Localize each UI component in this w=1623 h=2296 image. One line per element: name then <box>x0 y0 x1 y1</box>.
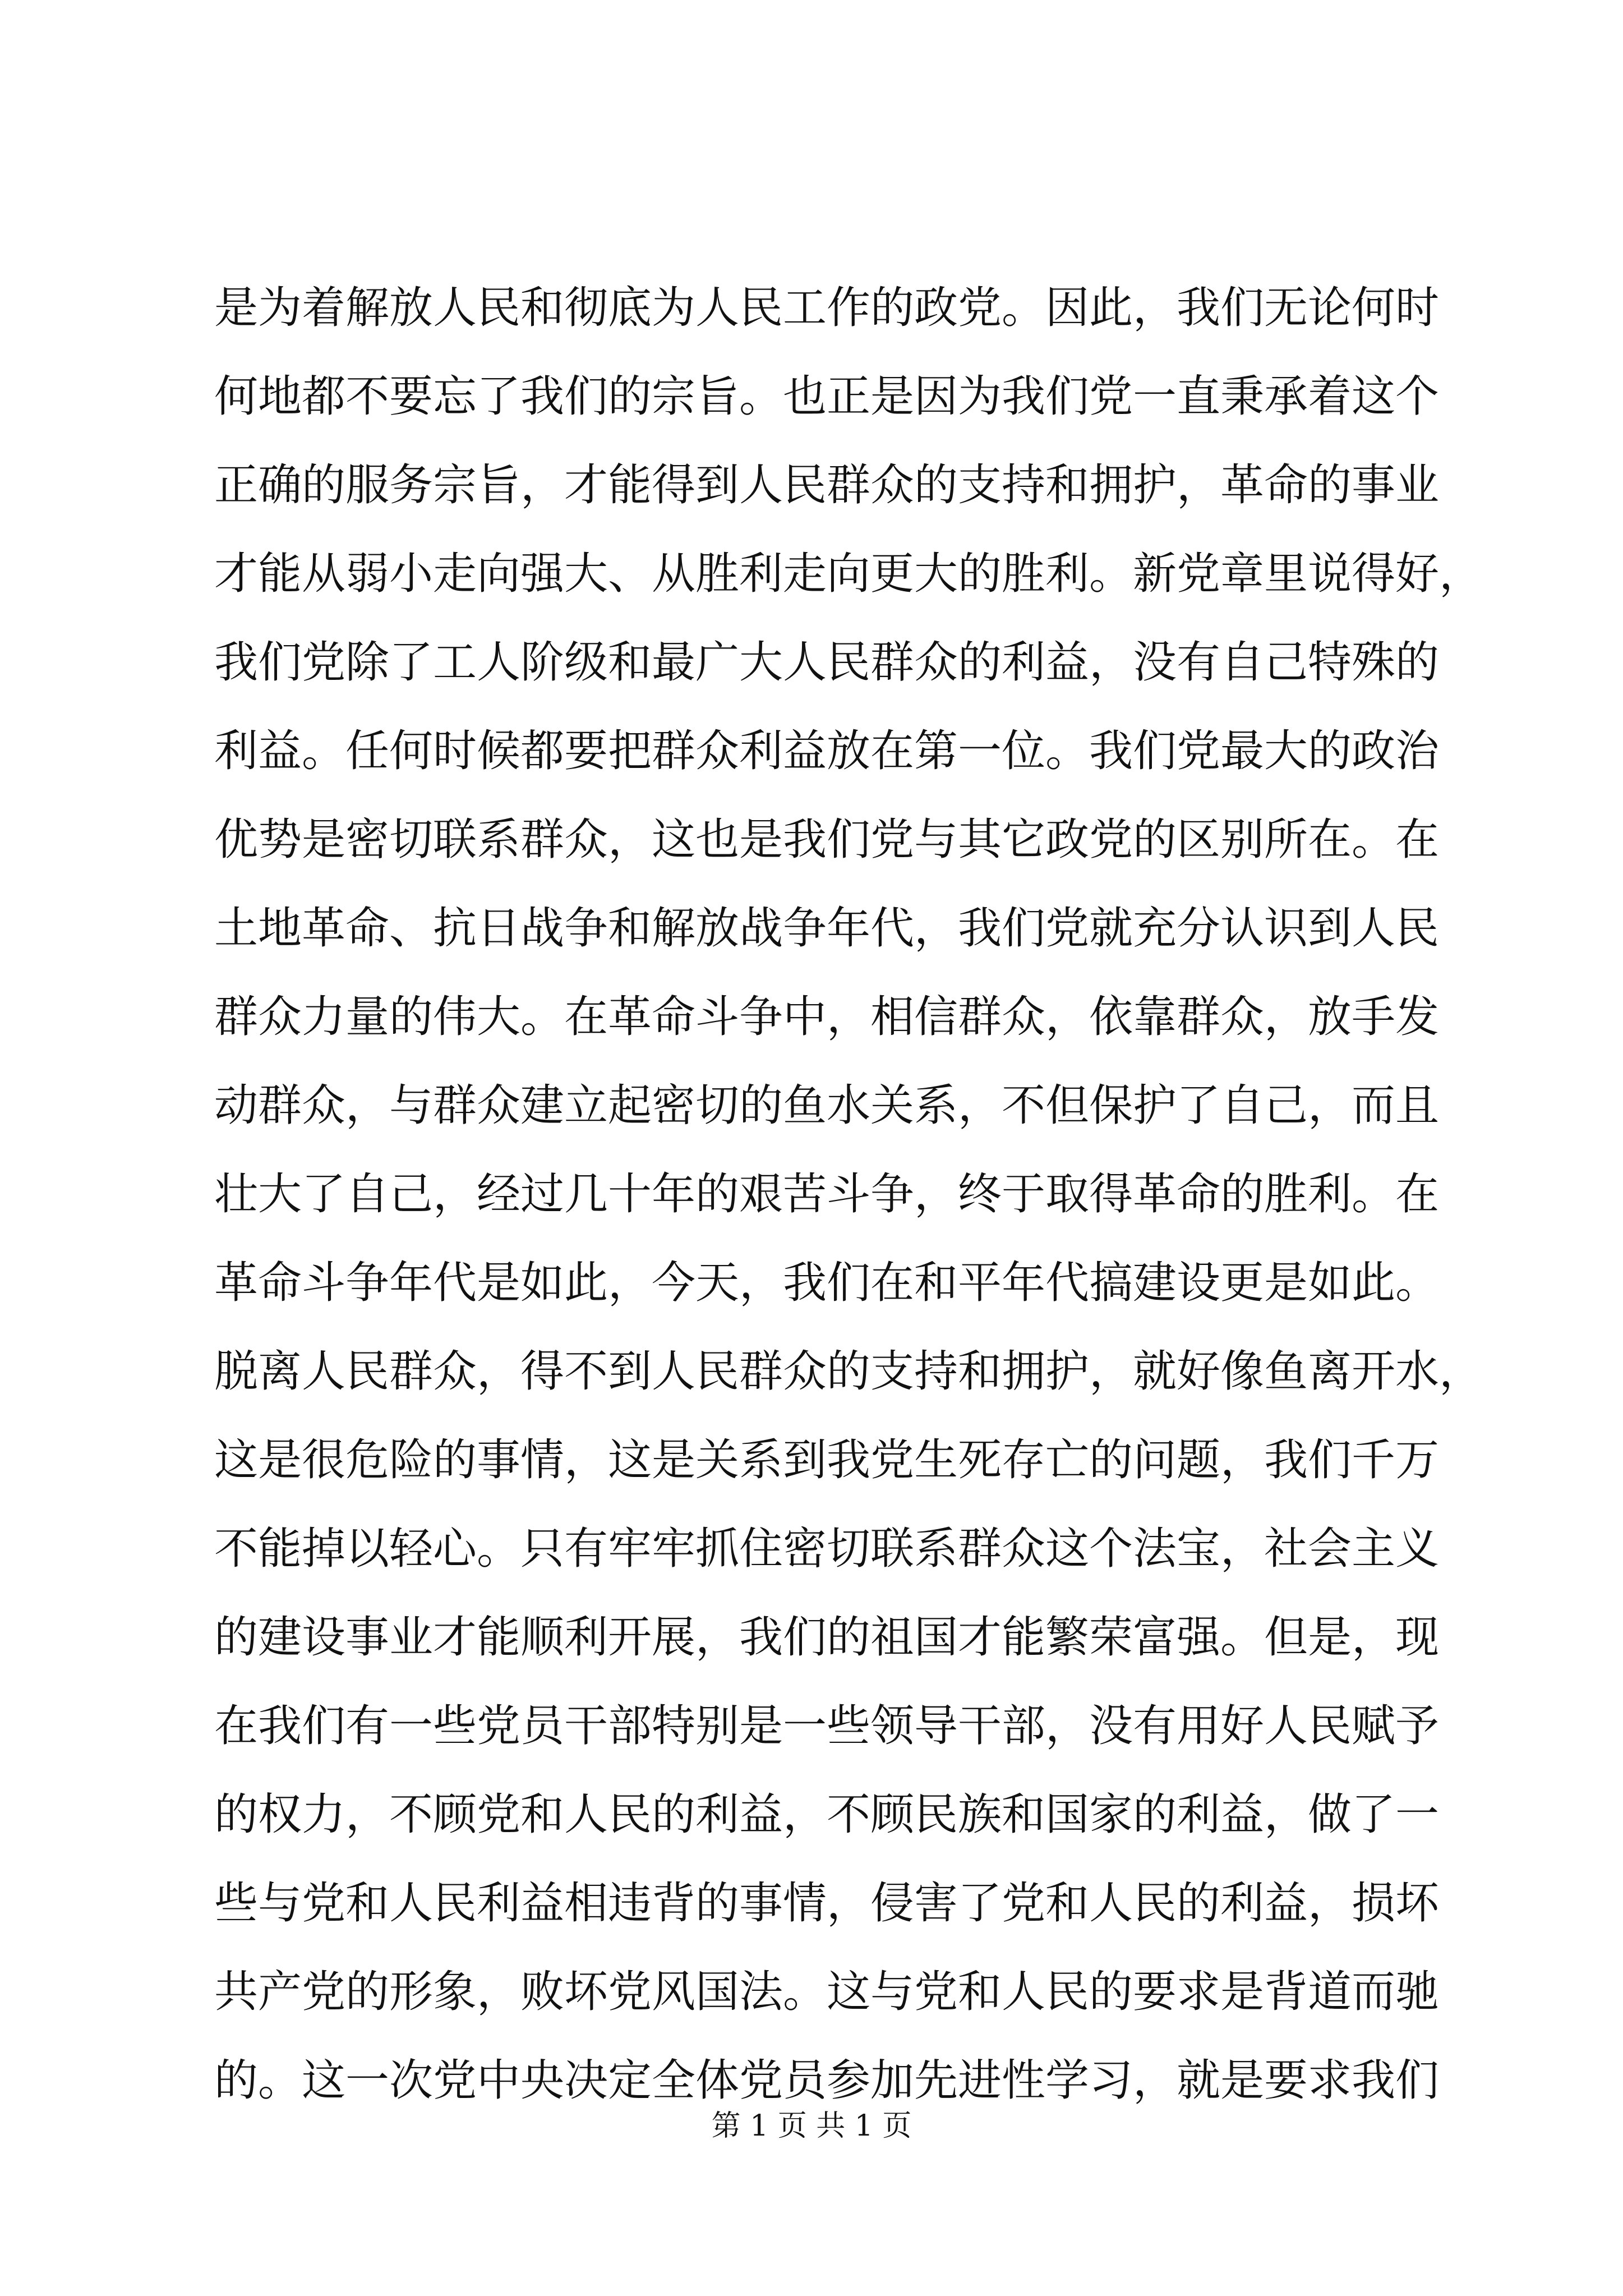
text-line: 脱离人民群众，得不到人民群众的支持和拥护，就好像鱼离开水， <box>214 1346 1483 1397</box>
text-line: 是为着解放人民和彻底为人民工作的政党。因此，我们无论何时 <box>214 283 1440 333</box>
text-line: 共产党的形象，败坏党风国法。这与党和人民的要求是背道而驰 <box>214 1967 1440 2017</box>
page-number-label: 第 1 页 共 1 页 <box>711 2109 912 2143</box>
text-line: 动群众，与群众建立起密切的鱼水关系，不但保护了自己，而且 <box>214 1080 1440 1131</box>
text-line: 土地革命、抗日战争和解放战争年代，我们党就充分认识到人民 <box>214 903 1440 954</box>
text-line: 才能从弱小走向强大、从胜利走向更大的胜利。新党章里说得好， <box>214 549 1483 599</box>
text-line: 的。这一次党中央决定全体党员参加先进性学习，就是要求我们 <box>214 2055 1440 2106</box>
text-line: 何地都不要忘了我们的宗旨。也正是因为我们党一直秉承着这个 <box>214 371 1440 422</box>
text-line: 不能掉以轻心。只有牢牢抓住密切联系群众这个法宝，社会主义 <box>214 1524 1440 1574</box>
body-text <box>214 264 1483 2125</box>
text-line: 的权力，不顾党和人民的利益，不顾民族和国家的利益，做了一 <box>214 1789 1440 1840</box>
text-line: 正确的服务宗旨，才能得到人民群众的支持和拥护，革命的事业 <box>214 460 1440 510</box>
text-line: 壮大了自己，经过几十年的艰苦斗争，终于取得革命的胜利。在 <box>214 1169 1440 1220</box>
text-line: 在我们有一些党员干部特别是一些领导干部，没有用好人民赋予 <box>214 1701 1440 1751</box>
page-footer <box>0 2106 1623 2146</box>
text-line: 群众力量的伟大。在革命斗争中，相信群众，依靠群众，放手发 <box>214 992 1440 1042</box>
text-line: 革命斗争年代是如此，今天，我们在和平年代搞建设更是如此。 <box>214 1258 1440 1308</box>
text-line: 的建设事业才能顺利开展，我们的祖国才能繁荣富强。但是，现 <box>214 1612 1440 1663</box>
text-line: 这是很危险的事情，这是关系到我党生死存亡的问题，我们千万 <box>214 1435 1440 1485</box>
text-line: 些与党和人民利益相违背的事情，侵害了党和人民的利益，损坏 <box>214 1878 1440 1929</box>
text-line: 利益。任何时候都要把群众利益放在第一位。我们党最大的政治 <box>214 726 1440 776</box>
text-line: 我们党除了工人阶级和最广大人民群众的利益，没有自己特殊的 <box>214 637 1440 688</box>
text-line: 优势是密切联系群众，这也是我们党与其它政党的区别所在。在 <box>214 815 1440 865</box>
